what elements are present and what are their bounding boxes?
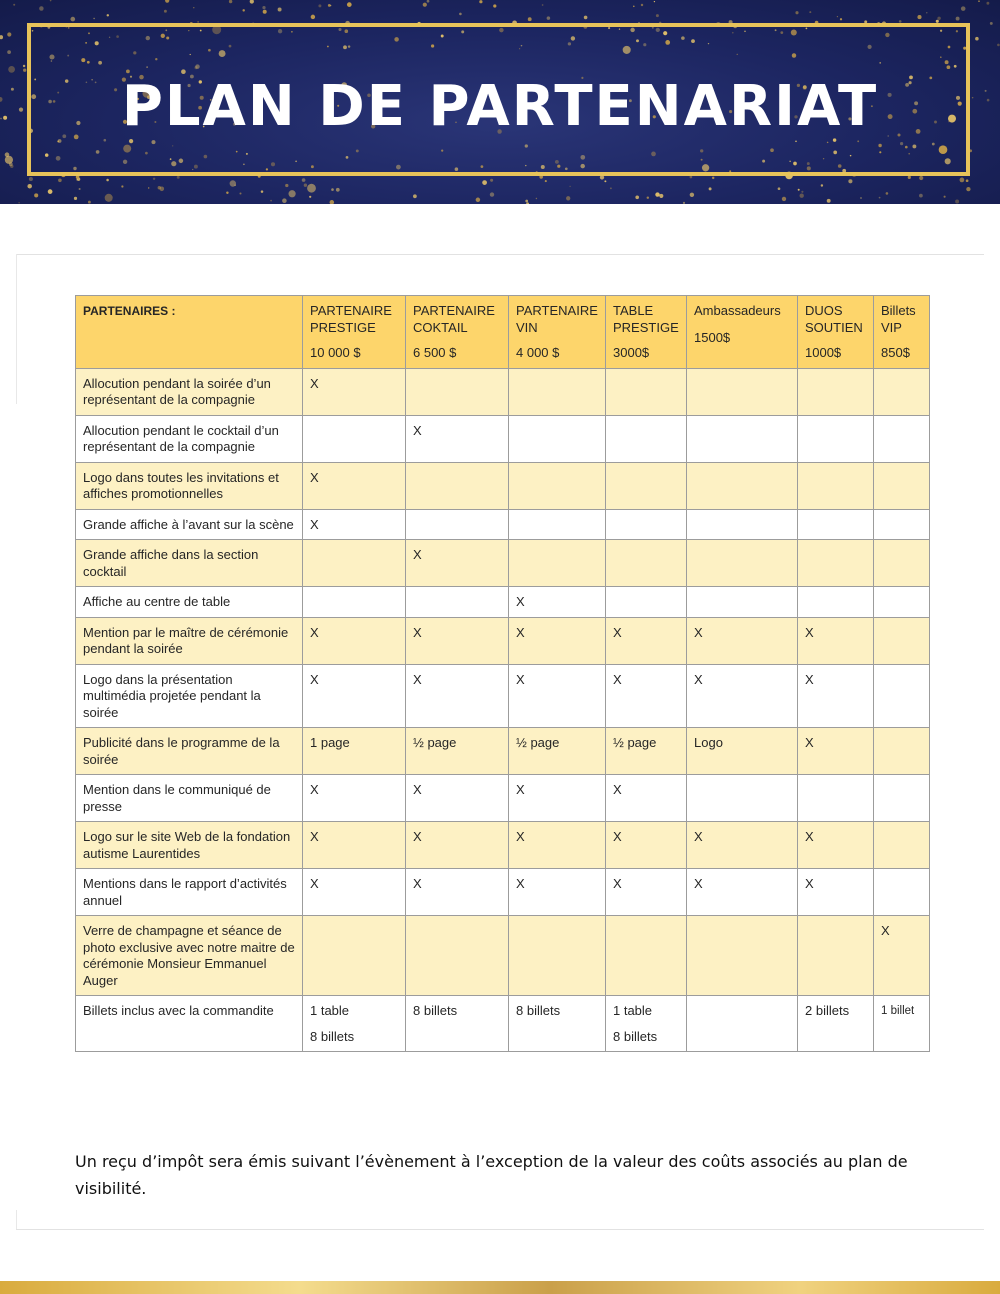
confetti-dot xyxy=(331,188,334,191)
confetti-dot xyxy=(239,192,241,194)
table-cell xyxy=(406,587,509,618)
table-cell: X xyxy=(874,916,930,996)
table-cell: X xyxy=(798,728,874,775)
column-header xyxy=(687,296,798,369)
confetti-dot xyxy=(937,17,940,20)
confetti-dot xyxy=(908,176,911,179)
confetti-dot xyxy=(5,156,13,164)
table-cell xyxy=(798,368,874,415)
confetti-dot xyxy=(309,196,311,198)
table-cell: X xyxy=(406,664,509,728)
table-cell: X xyxy=(798,664,874,728)
confetti-dot xyxy=(336,188,340,192)
confetti-dot xyxy=(79,188,81,190)
confetti-dot xyxy=(656,14,659,17)
table-cell: X xyxy=(509,617,606,664)
table-cell: X xyxy=(798,617,874,664)
confetti-dot xyxy=(690,193,694,197)
table-cell xyxy=(798,996,874,1052)
column-header-name: Billets VIP xyxy=(881,303,916,335)
table-cell xyxy=(303,540,406,587)
row-label: Logo sur le site Web de la fondation autisme Laurentides xyxy=(76,822,303,869)
confetti-dot xyxy=(683,202,685,204)
row-label: Mention par le maître de cérémonie pendant la soirée xyxy=(76,617,303,664)
confetti-dot xyxy=(490,192,494,196)
row-label: Allocution pendant le cocktail d’un représentant de la compagnie xyxy=(76,415,303,462)
confetti-dot xyxy=(311,15,315,19)
confetti-dot xyxy=(413,194,417,198)
column-header-name: TABLE PRESTIGE xyxy=(613,303,679,335)
table-cell xyxy=(687,368,798,415)
table-cell xyxy=(874,587,930,618)
confetti-dot xyxy=(840,18,842,20)
column-header-name: PARTENAIRE COKTAIL xyxy=(413,303,495,335)
confetti-dot xyxy=(526,202,529,204)
table-cell xyxy=(509,368,606,415)
confetti-dot xyxy=(610,187,612,189)
confetti-dot xyxy=(961,6,966,11)
confetti-dot xyxy=(423,3,427,7)
confetti-dot xyxy=(278,8,282,12)
confetti-dot xyxy=(712,177,714,179)
confetti-dot xyxy=(654,1,655,2)
table-cell xyxy=(874,775,930,822)
column-header-price: 1500$ xyxy=(694,329,731,345)
table-cell: X xyxy=(406,617,509,664)
confetti-dot xyxy=(659,194,663,198)
confetti-dot xyxy=(542,4,544,6)
confetti-dot xyxy=(229,0,232,3)
table-cell xyxy=(406,368,509,415)
confetti-dot xyxy=(566,196,570,200)
confetti-dot xyxy=(58,178,62,182)
confetti-dot xyxy=(302,178,306,182)
ticket-line: 8 billets xyxy=(413,1003,458,1018)
table-cell xyxy=(874,728,930,775)
confetti-dot xyxy=(93,18,94,19)
confetti-dot xyxy=(633,6,635,8)
confetti-dot xyxy=(647,196,649,198)
table-cell xyxy=(874,540,930,587)
confetti-dot xyxy=(827,199,831,203)
confetti-dot xyxy=(160,187,165,192)
table-cell xyxy=(874,415,930,462)
confetti-dot xyxy=(7,50,11,54)
confetti-dot xyxy=(975,37,979,41)
confetti-dot xyxy=(427,0,430,3)
column-header xyxy=(303,296,406,369)
table-cell xyxy=(798,415,874,462)
confetti-dot xyxy=(635,195,639,199)
table-cell xyxy=(509,996,606,1052)
confetti-dot xyxy=(0,35,3,39)
confetti-dot xyxy=(493,4,496,7)
row-label: Mention dans le communiqué de presse xyxy=(76,775,303,822)
table-cell xyxy=(687,415,798,462)
table-cell xyxy=(687,775,798,822)
column-header xyxy=(509,296,606,369)
confetti-dot xyxy=(193,7,194,8)
column-header xyxy=(798,296,874,369)
confetti-dot xyxy=(782,197,786,201)
confetti-dot xyxy=(778,187,781,190)
row-label: Billets inclus avec la commandite xyxy=(76,996,303,1052)
row-label: Verre de champagne et séance de photo exclusive avec notre maitre de cérémonie Monsieur Emmanuel Auger xyxy=(76,916,303,996)
table-cell xyxy=(798,540,874,587)
row-label: Logo dans la présentation multimédia projetée pendant la soirée xyxy=(76,664,303,728)
confetti-dot xyxy=(536,198,537,199)
row-label: Logo dans toutes les invitations et affiches promotionnelles xyxy=(76,462,303,509)
table-cell xyxy=(798,916,874,996)
table-cell: X xyxy=(606,617,687,664)
confetti-dot xyxy=(966,179,969,182)
confetti-dot xyxy=(328,4,331,7)
table-cell: ½ page xyxy=(606,728,687,775)
sheet-border-top xyxy=(16,254,984,255)
confetti-dot xyxy=(242,9,244,11)
confetti-dot xyxy=(285,184,288,187)
confetti-dot xyxy=(304,184,307,187)
confetti-dot xyxy=(107,14,109,16)
confetti-dot xyxy=(545,180,547,182)
table-cell: X xyxy=(509,664,606,728)
confetti-dot xyxy=(23,69,26,72)
confetti-dot xyxy=(476,198,481,203)
confetti-dot xyxy=(459,13,462,16)
ticket-line: 2 billets xyxy=(805,1003,850,1018)
confetti-dot xyxy=(261,190,264,193)
table-cell: X xyxy=(687,822,798,869)
table-cell: X xyxy=(798,869,874,916)
confetti-dot xyxy=(177,176,180,179)
column-header-name: PARTENAIRE VIN xyxy=(516,303,598,335)
confetti-dot xyxy=(798,189,800,191)
table-cell: ½ page xyxy=(406,728,509,775)
row-label: Mentions dans le rapport d’activités annuel xyxy=(76,869,303,916)
column-header-price: 1000$ xyxy=(805,345,842,360)
table-cell xyxy=(606,540,687,587)
confetti-dot xyxy=(641,4,643,6)
confetti-dot xyxy=(230,180,236,186)
page-title: PLAN DE PARTENARIAT xyxy=(121,74,879,139)
confetti-dot xyxy=(848,179,852,183)
confetti-dot xyxy=(547,16,551,20)
table-cell: X xyxy=(509,869,606,916)
confetti-dot xyxy=(860,197,862,199)
table-header-row xyxy=(76,296,930,369)
table-row xyxy=(76,916,930,996)
row-label: Grande affiche à l’avant sur la scène xyxy=(76,509,303,540)
column-header-price: 4 000 $ xyxy=(516,345,560,360)
confetti-dot xyxy=(164,10,167,13)
confetti-dot xyxy=(148,187,149,188)
table-cell xyxy=(606,996,687,1052)
table-cell xyxy=(509,462,606,509)
confetti-dot xyxy=(330,200,335,204)
row-label: Publicité dans le programme de la soirée xyxy=(76,728,303,775)
table-row xyxy=(76,822,930,869)
table-cell xyxy=(874,664,930,728)
confetti-dot xyxy=(986,2,989,5)
table-cell: X xyxy=(798,822,874,869)
table-cell: X xyxy=(509,587,606,618)
confetti-dot xyxy=(7,32,11,36)
confetti-dot xyxy=(966,187,970,191)
confetti-dot xyxy=(347,2,352,7)
confetti-dot xyxy=(990,22,993,25)
table-cell: X xyxy=(303,869,406,916)
confetti-dot xyxy=(74,197,77,200)
table-cell: X xyxy=(687,617,798,664)
table-row xyxy=(76,728,930,775)
table-cell: X xyxy=(606,775,687,822)
table-row xyxy=(76,617,930,664)
table-cell: X xyxy=(687,869,798,916)
confetti-dot xyxy=(307,184,316,193)
table-cell: X xyxy=(406,822,509,869)
table-cell: X xyxy=(303,664,406,728)
confetti-dot xyxy=(226,192,228,194)
confetti-dot xyxy=(919,176,923,180)
table-cell xyxy=(606,368,687,415)
confetti-dot xyxy=(690,176,693,179)
table-cell xyxy=(687,462,798,509)
sheet-border-left xyxy=(16,254,17,404)
table-row xyxy=(76,587,930,618)
confetti-dot xyxy=(8,66,15,73)
column-header xyxy=(874,296,930,369)
confetti-dot xyxy=(655,192,659,196)
table-cell xyxy=(606,415,687,462)
confetti-dot xyxy=(18,202,19,203)
confetti-dot xyxy=(262,6,265,9)
confetti-dot xyxy=(917,15,921,19)
confetti-dot xyxy=(584,16,588,20)
confetti-dot xyxy=(955,200,959,204)
table-cell: X xyxy=(303,368,406,415)
table-cell: X xyxy=(303,462,406,509)
confetti-dot xyxy=(50,0,52,1)
confetti-dot xyxy=(944,196,946,198)
confetti-dot xyxy=(27,184,32,189)
table-cell: X xyxy=(509,775,606,822)
table-cell: 1 page xyxy=(303,728,406,775)
confetti-dot xyxy=(926,12,927,13)
column-header-price: 850$ xyxy=(881,345,910,360)
ticket-line: 8 billets xyxy=(310,1028,355,1044)
confetti-dot xyxy=(48,189,53,194)
column-header-price: 3000$ xyxy=(613,345,650,360)
table-cell xyxy=(509,415,606,462)
confetti-dot xyxy=(288,190,295,197)
table-cell: X xyxy=(303,775,406,822)
confetti-dot xyxy=(809,11,811,13)
confetti-dot xyxy=(165,0,169,3)
confetti-dot xyxy=(879,197,881,199)
table-cell: ½ page xyxy=(509,728,606,775)
sheet-border-left-bottom xyxy=(16,1210,17,1230)
table-cell xyxy=(406,916,509,996)
confetti-dot xyxy=(282,198,287,203)
table-cell xyxy=(509,540,606,587)
table-cell: X xyxy=(406,869,509,916)
confetti-dot xyxy=(106,179,109,182)
column-header-name: Ambassadeurs xyxy=(694,303,781,318)
row-label: Allocution pendant la soirée d’un représentant de la compagnie xyxy=(76,368,303,415)
confetti-dot xyxy=(70,17,75,22)
table-cell: X xyxy=(509,822,606,869)
confetti-dot xyxy=(39,6,43,10)
table-cell: X xyxy=(606,664,687,728)
confetti-dot xyxy=(709,187,712,190)
column-header-price: 10 000 $ xyxy=(310,345,361,360)
table-row xyxy=(76,775,930,822)
table-cell xyxy=(509,509,606,540)
confetti-dot xyxy=(978,0,980,2)
table-cell: X xyxy=(406,415,509,462)
sheet-border-bottom xyxy=(16,1229,984,1230)
column-header-name: DUOS SOUTIEN xyxy=(805,303,863,335)
table-cell: X xyxy=(406,540,509,587)
header-banner xyxy=(0,0,1000,204)
table-row xyxy=(76,368,930,415)
ticket-line: 8 billets xyxy=(613,1028,658,1044)
table-cell: Logo xyxy=(687,728,798,775)
table-cell xyxy=(303,415,406,462)
table-row xyxy=(76,462,930,509)
confetti-dot xyxy=(250,0,254,4)
table-cell xyxy=(303,996,406,1052)
column-header xyxy=(406,296,509,369)
gold-footer-bar xyxy=(0,1281,1000,1294)
table-cell xyxy=(798,462,874,509)
confetti-dot xyxy=(801,191,803,193)
confetti-dot xyxy=(490,179,493,182)
table-row xyxy=(76,869,930,916)
column-header-price: 6 500 $ xyxy=(413,345,457,360)
column-header-partners: PARTENAIRES : xyxy=(76,296,303,369)
table-cell xyxy=(874,822,930,869)
confetti-dot xyxy=(800,194,804,198)
confetti-dot xyxy=(105,194,113,202)
table-cell: X xyxy=(606,869,687,916)
table-cell xyxy=(303,587,406,618)
row-label: Affiche au centre de table xyxy=(76,587,303,618)
confetti-dot xyxy=(29,177,33,181)
confetti-dot xyxy=(956,17,960,21)
row-label: Grande affiche dans la section cocktail xyxy=(76,540,303,587)
table-cell xyxy=(406,509,509,540)
confetti-dot xyxy=(76,179,78,181)
table-cell xyxy=(798,775,874,822)
confetti-dot xyxy=(997,44,1000,47)
table-cell xyxy=(606,509,687,540)
confetti-dot xyxy=(569,186,570,187)
table-cell: X xyxy=(303,822,406,869)
table-cell xyxy=(874,509,930,540)
table-cell: X xyxy=(606,822,687,869)
table-cell xyxy=(606,462,687,509)
confetti-dot xyxy=(604,180,606,182)
table-cell xyxy=(687,996,798,1052)
table-cell xyxy=(606,587,687,618)
table-cell xyxy=(687,540,798,587)
tax-receipt-note: Un reçu d’impôt sera émis suivant l’évènement à l’exception de la valeur des coûts associés au plan de visibilité. xyxy=(75,1152,908,1198)
table-row xyxy=(76,509,930,540)
confetti-dot xyxy=(886,192,889,195)
column-header xyxy=(606,296,687,369)
table-row xyxy=(76,415,930,462)
table-cell: X xyxy=(303,617,406,664)
column-header-name: PARTENAIRE PRESTIGE xyxy=(310,303,392,335)
confetti-dot xyxy=(34,193,38,197)
table-cell xyxy=(687,509,798,540)
table-cell xyxy=(406,462,509,509)
table-row-tickets xyxy=(76,996,930,1052)
table-cell: X xyxy=(303,509,406,540)
table-cell xyxy=(303,916,406,996)
confetti-dot xyxy=(821,184,823,186)
table-cell xyxy=(874,617,930,664)
table-cell xyxy=(687,587,798,618)
table-cell xyxy=(798,587,874,618)
confetti-dot xyxy=(528,17,532,21)
table-cell xyxy=(798,509,874,540)
confetti-dot xyxy=(153,178,155,180)
confetti-dot xyxy=(525,200,528,203)
table-cell xyxy=(406,996,509,1052)
confetti-dot xyxy=(263,10,267,14)
table-cell: X xyxy=(687,664,798,728)
table-cell: X xyxy=(406,775,509,822)
confetti-dot xyxy=(10,165,13,168)
confetti-dot xyxy=(795,11,798,14)
confetti-dot xyxy=(960,178,965,183)
table-cell xyxy=(874,462,930,509)
table-row xyxy=(76,664,930,728)
confetti-dot xyxy=(121,185,123,187)
table-cell xyxy=(874,869,930,916)
confetti-dot xyxy=(837,16,838,17)
table-cell xyxy=(874,996,930,1052)
confetti-dot xyxy=(13,4,15,6)
table-row xyxy=(76,540,930,587)
ticket-line: 1 table xyxy=(613,1003,653,1018)
confetti-dot xyxy=(318,4,321,7)
ticket-line: 1 billet xyxy=(881,1005,915,1017)
confetti-dot xyxy=(88,201,91,204)
confetti-dot xyxy=(23,65,25,67)
table-cell xyxy=(606,916,687,996)
table-cell xyxy=(874,368,930,415)
table-cell xyxy=(509,916,606,996)
table-cell xyxy=(687,916,798,996)
confetti-dot xyxy=(479,0,482,3)
partnership-table xyxy=(75,295,930,1052)
ticket-line: 8 billets xyxy=(516,1003,561,1018)
confetti-dot xyxy=(919,194,923,198)
ticket-line: 1 table xyxy=(310,1003,350,1018)
confetti-dot xyxy=(270,200,272,202)
confetti-dot xyxy=(482,180,487,185)
